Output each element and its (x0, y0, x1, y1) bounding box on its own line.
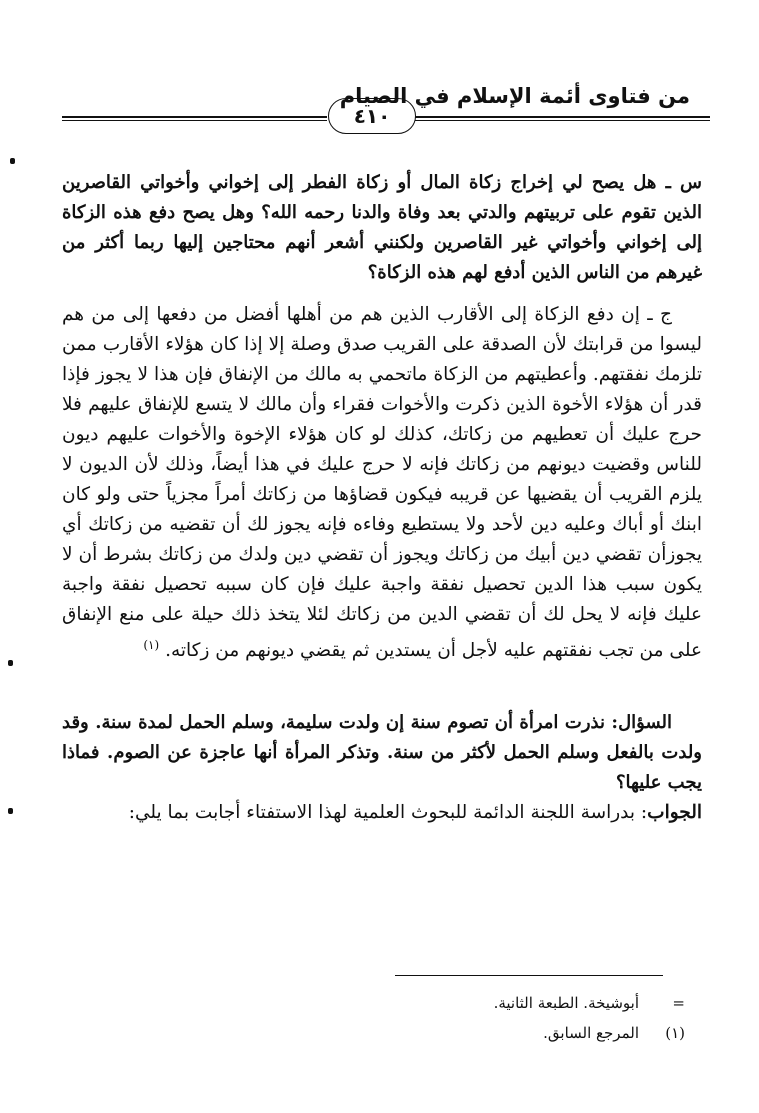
footnote-text: المرجع السابق. (543, 1024, 639, 1042)
question-2-text: السؤال: نذرت امرأة أن تصوم سنة إن ولدت سليمة، وسلم الحمل لمدة سنة. وقد ولدت بالفعل وسلم الحمل لأكثر من سنة. وتذكر المرأة أنها عاجزة عن الصوم. فماذا يجب عليها؟ (62, 712, 702, 794)
question-paragraph: س ـ هل يصح لي إخراج زكاة المال أو زكاة الفطر إلى إخواني وأخواتي القاصرين الذين تقوم على تربيتهم والدتي بعد وفاة والدنا رحمه الله؟ وهل يصح دفع هذه الزكاة إلى إخواني وأخواتي غير القاصرين ولكنني أشعر أنهم محتاجين إليها ربما أكثر من غيرهم من الناس الذين أدفع لهم هذه الزكاة؟ (62, 172, 702, 283)
page-body (62, 168, 702, 828)
footnote-text: أبوشيخة. الطبعة الثانية. (493, 994, 639, 1012)
header-rule (415, 116, 710, 118)
page-number: ٤١٠ (328, 98, 416, 134)
running-header (60, 78, 710, 128)
header-rule (62, 116, 327, 118)
answer-paragraph (62, 300, 702, 666)
header-title: من فتاوى أئمة الإسلام في الصيام (339, 84, 690, 108)
footnote-mark: (١) (665, 1024, 685, 1042)
footnote-item (420, 988, 685, 1018)
answer-label: الجواب (647, 802, 702, 824)
scan-speck (8, 808, 13, 814)
header-rule (415, 120, 710, 121)
footnote-separator (395, 975, 663, 976)
scan-speck (8, 660, 13, 666)
header-rule (62, 120, 327, 121)
footnote-mark: = (672, 994, 685, 1012)
scan-speck (10, 158, 15, 164)
footnotes (420, 988, 685, 1048)
answer-2-text: : بدراسة اللجنة الدائمة للبحوث العلمية لهذا الاستفتاء أجابت بما يلي: (128, 802, 648, 824)
footnote-ref: (١) (143, 638, 160, 652)
answer-text: ج ـ إن دفع الزكاة إلى الأقارب الذين هم من أهلها أفضل من دفعها إلى من هم ليسوا من قرابتك لأن الصدقة على القريب صدق وصلة إلا إذا كان هؤلاء الأقارب ممن تلزمك نفقتهم. وأعطيتهم من الزكاة ماتحمي به مالك من الإنفاق فإن هذا لا يجوز فإذا قدر أن هؤلاء الأخوة الذين ذكرت والأخوات فقراء وأن مالك لا يتسع للإنفاق عليهم فلا حرج عليك أن تعطيهم من زكاتك، كذلك لو كان هؤلاء الإخوة والأخوات عليهم ديون للناس وقضيت ديونهم من زكاتك فإنه لا حرج عليك في هذا أيضاً، وذلك لأن الديون لا يلزم القريب أن يقضيها عن قريبه فيكون قضاؤها من زكاتك أمراً مجزياً حتى ولو كان ابنك أو أباك وعليه دين لأحد ولا يستطيع وفاءه فإنه يجوز لك أن تقضيه من زكاتك أي يجوزأن تقضي دين أبيك من زكاتك ويجوز أن تقضي دين ولدك من زكاتك بشرط أن لا يكون سبب هذا الدين تحصيل نفقة واجبة عليك فإن كان سببه تحصيل نفقة واجبة عليك فإنه لا يحل لك أن تقضي الدين من زكاتك لئلا يتخذ ذلك حيلة على منع الإنفاق على من تجب نفقتهم عليه لأجل أن يستدين ثم يقضي ديونهم من زكاته. (62, 304, 702, 662)
footnote-item (420, 1018, 685, 1048)
answer-paragraph-2 (62, 798, 702, 828)
question-paragraph-2 (62, 708, 702, 798)
